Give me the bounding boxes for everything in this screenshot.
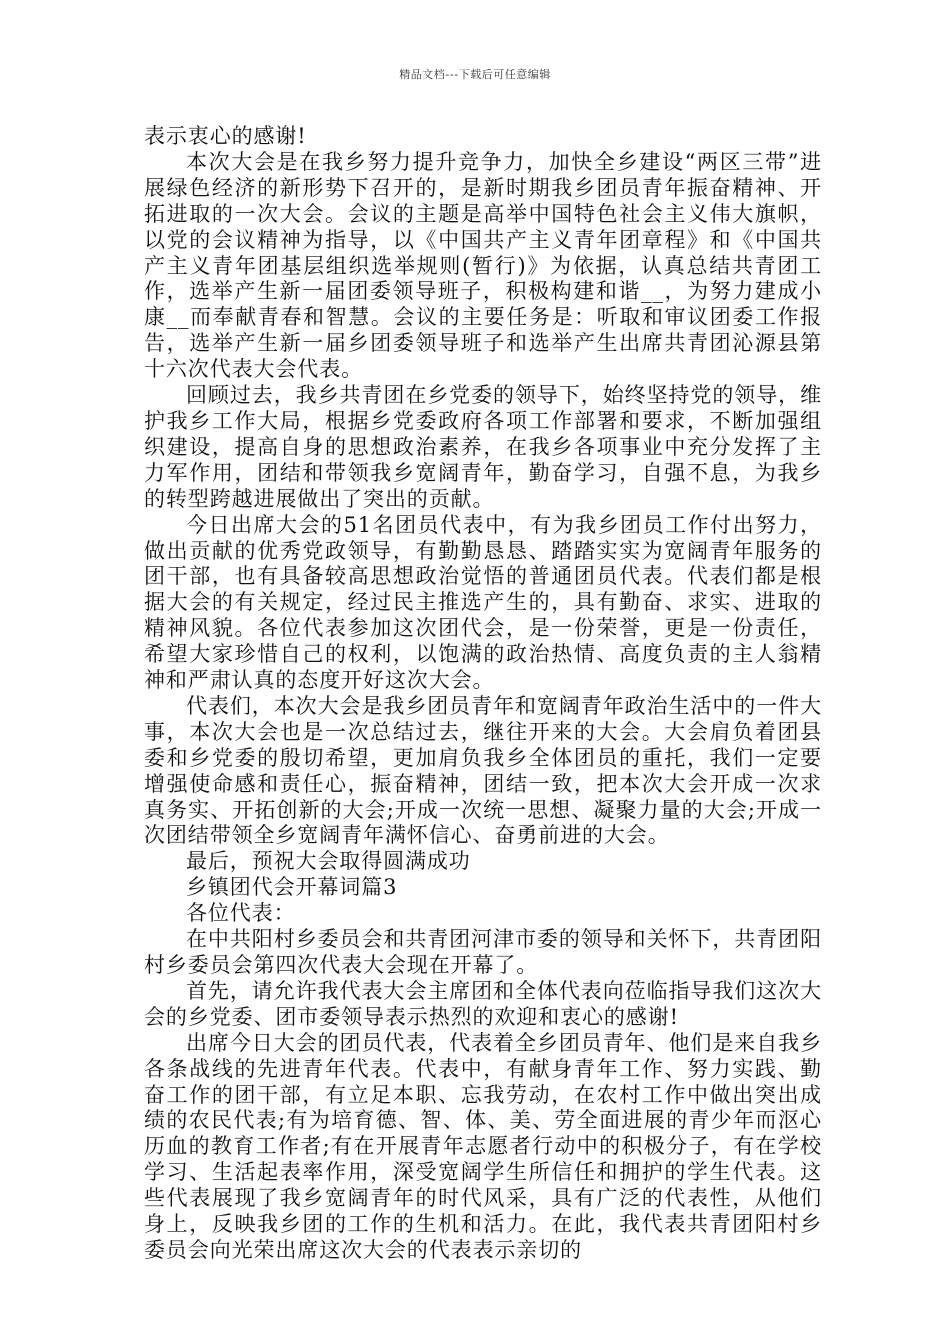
paragraph-1: 表示衷心的感谢! [144,124,307,148]
paragraph-6: 最后，预祝大会取得圆满成功 [186,849,471,874]
paragraph-3: 回顾过去，我乡共青团在乡党委的领导下，始终坚持党的领导，维护我乡工作大局，根据乡党委政府各项工作部署和要求，不断加强组织建设，提高自身的思想政治素养，在我乡各项事业中充分发挥了主力军作用，团结和带领我乡宽阔青年，勤奋学习，自强不息，为我乡的转型跨越进展做出了突出的贡献。 [144,383,822,511]
paragraph-5: 代表们，本次大会是我乡团员青年和宽阔青年政治生活中的一件大事，本次大会也是一次总结过去，继往开来的大会。大会肩负着团县委和乡党委的殷切希望，更加肩负我乡全体团员的重托，我们一定要增强使命感和责任心，振奋精神，团结一致，把本次大会开成一次求真务实、开拓创新的大会;开成一次统一思想、凝聚力量的大会;开成一次团结带领全乡宽阔青年满怀信心、奋勇前进的大会。 [144,693,822,848]
section-title: 乡镇团代会开幕词篇3 [186,875,398,900]
paragraph-2: 本次大会是在我乡努力提升竞争力，加快全乡建设“两区三带”进展绿色经济的新形势下召开的，是新时期我乡团员青年振奋精神、开拓进取的一次大会。会议的主题是高举中国特色社会主义伟大旗帜，以党的会议精神为指导，以《中国共产主义青年团章程》和《中国共产主义青年团基层组织选举规则(暂行)》为依据，认真总结共青团工作，选举产生新一届团委领导班子，积极构建和谐__，为努力建成小康__而奉献青春和智慧。会议的主要任务是：听取和审议团委工作报告，选举产生新一届乡团委领导班子和选举产生出席共青团沁源县第十六次代表大会代表。 [144,149,822,382]
paragraph-11: 出席今日大会的团员代表，代表着全乡团员青年、他们是来自我乡各条战线的先进青年代表。代表中，有献身青年工作、努力实践、勤奋工作的团干部，有立足本职、忘我劳动，在农村工作中做出突出成绩的农民代表;有为培育德、智、体、美、劳全面进展的青少年而沤心历血的教育工作者;有在开展青年志愿者行动中的积极分子，有在学校学习、生活起表率作用，深受宽阔学生所信任和拥护的学生代表。这些代表展现了我乡宽阔青年的时代风采，具有广泛的代表性，从他们身上，反映我乡团的工作的生机和活力。在此，我代表共青团阳村乡委员会向光荣出席这次大会的代表表示亲切的 [144,1030,822,1262]
page-header: 精品文档---下载后可任意编辑 [399,68,551,81]
paragraph-4: 今日出席大会的51名团员代表中，有为我乡团员工作付出努力，做出贡献的优秀党政领导，有勤勤恳恳、踏踏实实为宽阔青年服务的团干部，也有具备较高思想政治觉悟的普通团员代表。代表们都是根据大会的有关规定，经过民主推选产生的，具有勤奋、求实、进取的精神风貌。各位代表参加这次团代会，是一份荣誉，更是一份责任，希望大家珍惜自己的权利，以饱满的政治热情、高度负责的主人翁精神和严肃认真的态度开好这次大会。 [144,512,822,693]
paragraph-10: 首先，请允许我代表大会主席团和全体代表向莅临指导我们这次大会的乡党委、团市委领导表示热烈的欢迎和衷心的感谢! [144,978,822,1029]
paragraph-9: 在中共阳村乡委员会和共青团河津市委的领导和关怀下，共青团阳村乡委员会第四次代表大会现在开幕了。 [144,927,822,977]
document-body [144,124,822,1264]
salutation: 各位代表： [186,901,296,926]
